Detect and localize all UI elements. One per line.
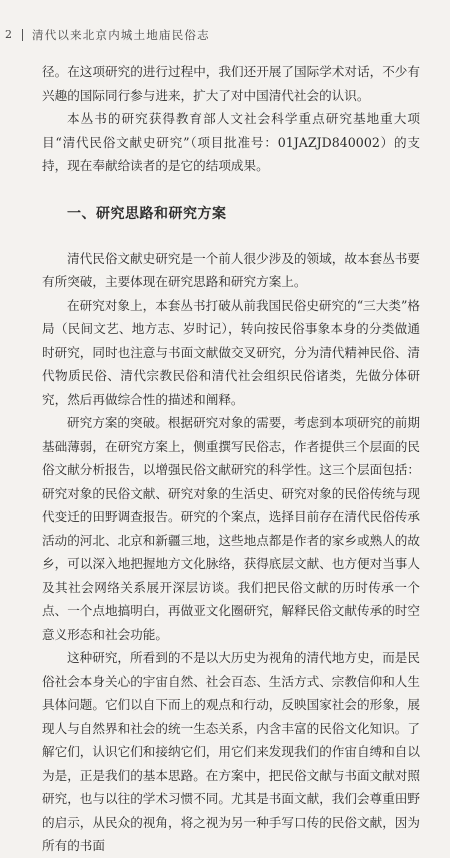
paragraph-funding: 本丛书的研究获得教育部人文社会科学重点研究基地重大项目“清代民俗文献史研究”（项目批准号：01JAZJD840002）的支持，现在奉献给读者的是它的结项成果。 [42,111,420,173]
paragraph-research-perspective: 这种研究，所看到的不是以大历史为视角的清代地方史，而是民俗社会本身关心的宇宙自然、社会百态、生活方式、宗教信仰和人生具体问题。它们以自下而上的观点和行动，反映国家社会的形象，展现人与自然界和社会的统一生态关系，内含丰富的民俗文化知识。了解它们，认识它们和接纳它们，用它们来发现我们的作宙自缚和自以为是，正是我们的基本思路。在方案中，把民俗文献与书面文献对照研究，也与以往的学术习惯不同。尤其是书面文献，我们会尊重田野的启示，从民众的视角，将之视为另一种手写口传的民俗文献，因为所有的书面 [42,650,420,853]
header-divider [22,29,23,41]
running-book-title: 清代以来北京内城土地庙民俗志 [32,28,210,42]
running-header [0,26,450,44]
paragraph-research-object: 在研究对象上，本套丛书打破从前我国民俗史研究的“三大类”格局（民间文艺、地方志、岁时记），转向按民俗事象本身的分类做通时研究，同时也注意与书面文献做交叉研究，分为清代精神民俗、清代物质民俗、清代宗教民俗和清代社会组织民俗诸类，先做分体研究，然后再做综合性的描述和阐释。 [42,297,420,407]
paragraph-research-plan: 研究方案的突破。根据研究对象的需要，考虑到本项研究的前期基础薄弱，在研究方案上，侧重撰写民俗志，作者提供三个层面的民俗文献分析报告，以增强民俗文献研究的科学性。这三个层面包括：研究对象的民俗文献、研究对象的生活史、研究对象的民俗传统与现代变迁的田野调查报告。研究的个案点，选择目前存在清代民俗传承活动的河北、北京和新疆三地，这些地点都是作者的家乡或熟人的故乡，可以深入地把握地方文化脉络，获得底层文献、也方便对当事人及其社会网络关系展开深层访谈。我们把民俗文献的历时传承一个点、一个点地搞明白，再做亚文化圈研究，解释民俗文献传承的时空意义形态和社会功能。 [42,415,420,642]
paragraph-continued: 径。在这项研究的进行过程中，我们还开展了国际学术对话，不少有兴趣的国际同行参与进来，扩大了对中国清代社会的认识。 [42,64,420,103]
page-body [42,60,420,858]
page-number: 2 [5,28,12,41]
section-heading: 一、研究思路和研究方案 [67,205,227,222]
paragraph-intro: 清代民俗文献史研究是一个前人很少涉及的领域，故本套丛书要有所突破，主要体现在研究思路和研究方案上。 [42,250,420,289]
